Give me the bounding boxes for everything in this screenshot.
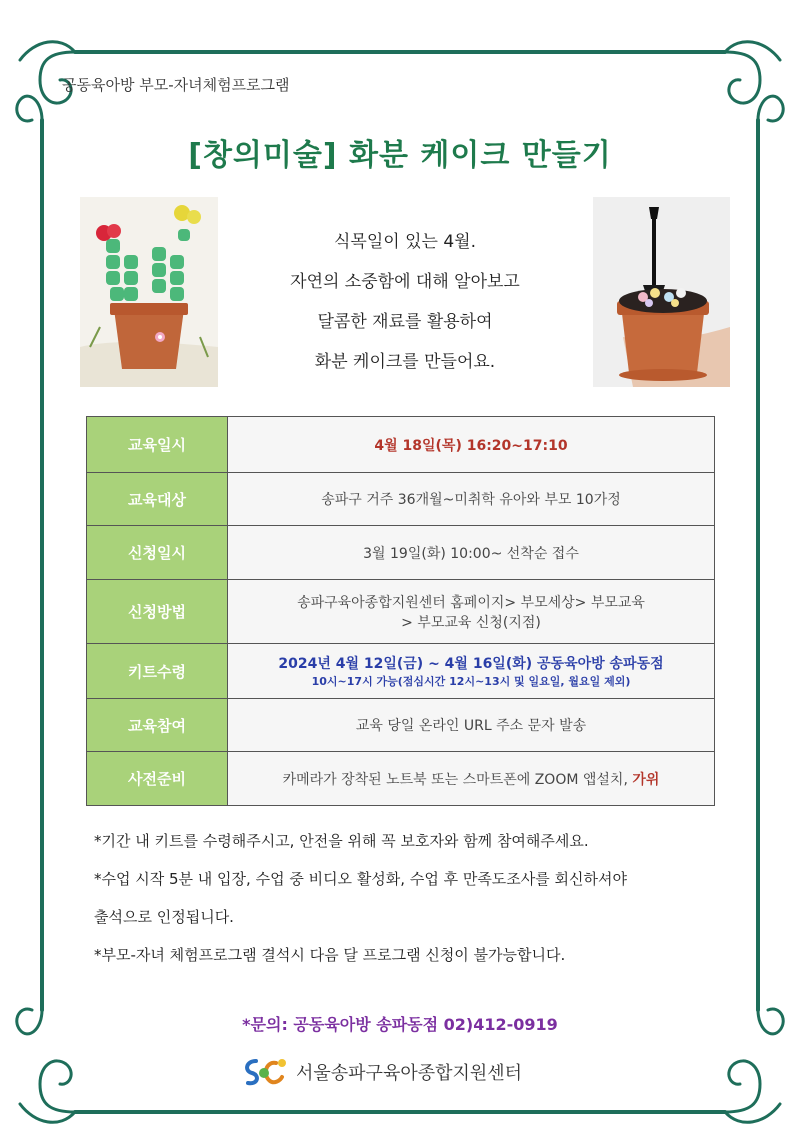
intro-line: 달콤한 재료를 활용하여 (317, 312, 493, 332)
flowerpot-cake-photo (593, 197, 730, 387)
organization-footer (242, 1054, 522, 1090)
row-label: 신청방법 (87, 580, 228, 644)
organization-logo-icon (242, 1055, 290, 1089)
program-header: 공동육아방 부모-자녀체험프로그램 (62, 76, 290, 94)
value-line: 송파구육아종합지원센터 홈페이지> 부모세상> 부모교육 (297, 594, 645, 611)
education-datetime: 4월 18일(목) 16:20~17:10 (374, 437, 568, 454)
preparation-accent: 가위 (632, 771, 660, 788)
table-row (87, 752, 715, 806)
row-value (228, 644, 715, 699)
contact-info: *문의: 공동육아방 송파동점 02)412-0919 (242, 1015, 558, 1034)
intro-line: 자연의 소중함에 대해 알아보고 (290, 272, 520, 292)
kit-pickup-hours: 10시~17시 가능(점심시간 12시~13시 및 일요일, 월요일 제외) (311, 675, 631, 688)
note-line: *기간 내 키트를 수령해주시고, 안전을 위해 꼭 보호자와 함께 참여해주세요. (94, 832, 589, 850)
row-label: 사전준비 (87, 752, 228, 806)
program-info-table (86, 416, 715, 806)
organization-name: 서울송파구육아종합지원센터 (296, 1063, 523, 1084)
notes (94, 822, 734, 974)
row-label: 교육참여 (87, 699, 228, 752)
value-line: > 부모교육 신청(지점) (401, 614, 541, 631)
row-value (228, 752, 715, 806)
note-line: 출석으로 인정됩니다. (94, 908, 234, 926)
preparation-text: 카메라가 장착된 노트북 또는 스마트폰에 ZOOM 앱설치, (282, 771, 633, 788)
intro-line: 식목일이 있는 4월. (334, 232, 476, 252)
row-value: 송파구 거주 36개월~미취학 유아와 부모 10가정 (228, 473, 715, 526)
note-line: *수업 시작 5분 내 입장, 수업 중 비디오 활성화, 수업 후 만족도조사를 회신하셔야 (94, 870, 627, 888)
row-value (228, 417, 715, 473)
row-label: 교육대상 (87, 473, 228, 526)
intro-text (230, 222, 580, 382)
table-row (87, 699, 715, 752)
table-row (87, 580, 715, 644)
row-label: 신청일시 (87, 526, 228, 580)
page-title: [창의미술] 화분 케이크 만들기 (188, 138, 612, 173)
cactus-craft-photo (80, 197, 218, 387)
table-row (87, 417, 715, 473)
table-row (87, 526, 715, 580)
row-label: 키트수령 (87, 644, 228, 699)
table-row (87, 473, 715, 526)
row-value: 교육 당일 온라인 URL 주소 문자 발송 (228, 699, 715, 752)
note-line: *부모-자녀 체험프로그램 결석시 다음 달 프로그램 신청이 불가능합니다. (94, 946, 566, 964)
table-row (87, 644, 715, 699)
intro-line: 화분 케이크를 만들어요. (314, 352, 496, 372)
row-label: 교육일시 (87, 417, 228, 473)
kit-pickup-dates: 2024년 4월 12일(금) ~ 4월 16일(화) 공동육아방 송파동점 (278, 656, 664, 672)
row-value: 3월 19일(화) 10:00~ 선착순 접수 (228, 526, 715, 580)
row-value (228, 580, 715, 644)
